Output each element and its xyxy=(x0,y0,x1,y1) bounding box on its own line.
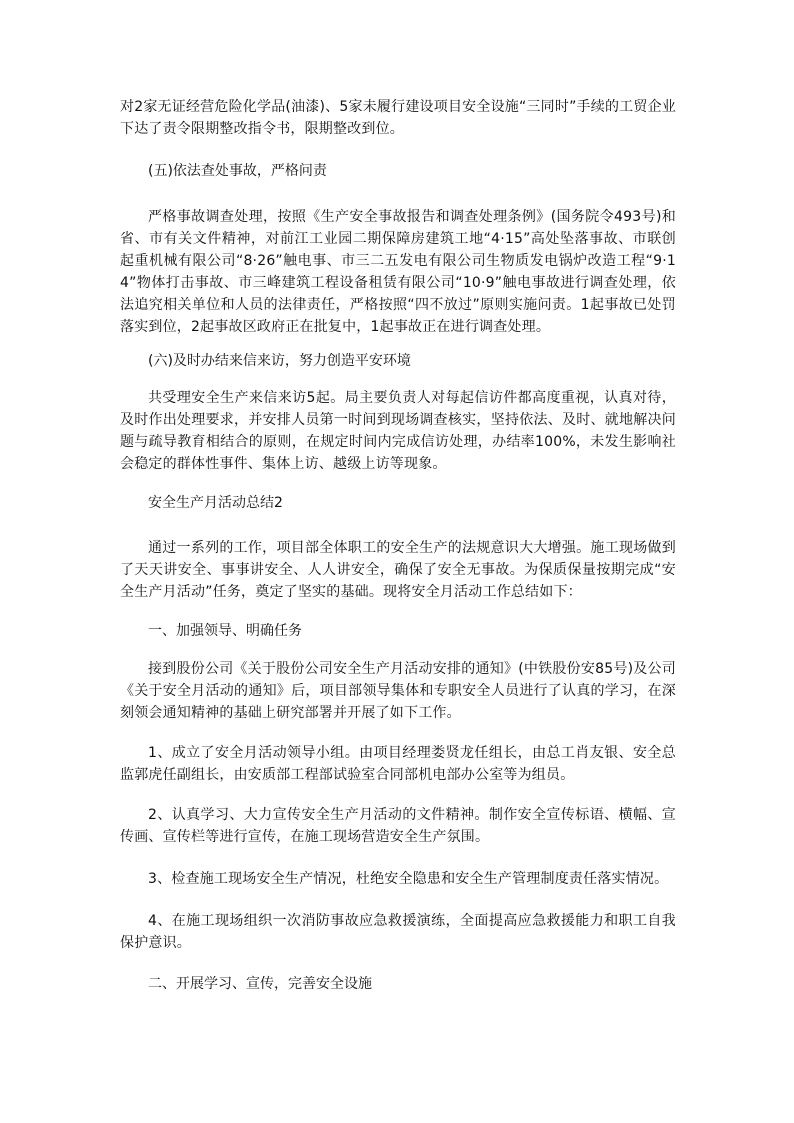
paragraph-4: 通过一系列的工作，项目部全体职工的安全生产的法规意识大大增强。施工现场做到了天天讲安全、事事讲安全、人人讲安全，确保了安全无事故。为保质保量按期完成“安全生产月活动”任务，奠定了坚实的基础。现将安全月活动工作总结如下： xyxy=(120,540,676,600)
section-heading-two: 二、开展学习、宣传，完善安全设施 xyxy=(148,976,372,992)
section-heading-one: 一、加强领导、明确任务 xyxy=(148,623,302,639)
document-subtitle: 安全生产月活动总结2 xyxy=(148,495,283,511)
list-item-3: 3、检查施工现场安全生产情况，杜绝安全隐患和安全生产管理制度责任落实情况。 xyxy=(148,871,669,887)
paragraph-1: 对2家无证经营危险化学品(油漆)、5家未履行建设项目安全设施“三同时”手续的工贸企业下达了责令限期整改指令书，限期整改到位。 xyxy=(120,99,676,137)
list-item-1: 1、成立了安全月活动领导小组。由项目经理娄贤龙任组长，由总工肖友银、安全总监郭虎任副组长，由安质部工程部试验室合同部机电部办公室等为组员。 xyxy=(120,745,676,783)
section-heading-6: (六)及时办结来信来访，努力创造平安环境 xyxy=(148,353,411,369)
paragraph-2: 严格事故调查处理，按照《生产安全事故报告和调查处理条例》(国务院令493号)和省、市有关文件精神，对前江工业园二期保障房建筑工地“4·15”高处坠落事故、市联创起重机械有限公司“8·26”触电事、市三二五发电有限公司生物质发电锅炉改造工程“9·14”物体打击事故、市三峰建筑工程设备租赁有限公司“10·9”触电事故进行调查处理，依法追究相关单位和人员的法律责任，严格按照“四不放过”原则实施问责。1起事故已处罚落实到位，2起事故区政府正在批复中，1起事故正在进行调查处理。 xyxy=(120,209,676,335)
list-item-4: 4、在施工现场组织一次消防事故应急救援演练，全面提高应急救援能力和职工自我保护意识。 xyxy=(120,913,676,951)
paragraph-3: 共受理安全生产来信来访5起。局主要负责人对每起信访件都高度重视，认真对待，及时作出处理要求，并安排人员第一时间到现场调查核实，坚持依法、及时、就地解决问题与疏导教育相结合的原则，在规定时间内完成信访处理，办结率100%，未发生影响社会稳定的群体性事件、集体上访、越级上访等现象。 xyxy=(120,390,676,472)
paragraph-5: 接到股份公司《关于股份公司安全生产月活动安排的通知》(中铁股份安85号)及公司《关于安全月活动的通知》后，项目部领导集体和专职安全人员进行了认真的学习，在深刻领会通知精神的基础上研究部署并开展了如下工作。 xyxy=(120,661,676,721)
section-heading-5: (五)依法查处事故，严格问责 xyxy=(148,163,327,179)
list-item-2: 2、认真学习、大力宣传安全生产月活动的文件精神。制作安全宣传标语、横幅、宣传画、宣传栏等进行宣传，在施工现场营造安全生产氛围。 xyxy=(120,807,676,845)
